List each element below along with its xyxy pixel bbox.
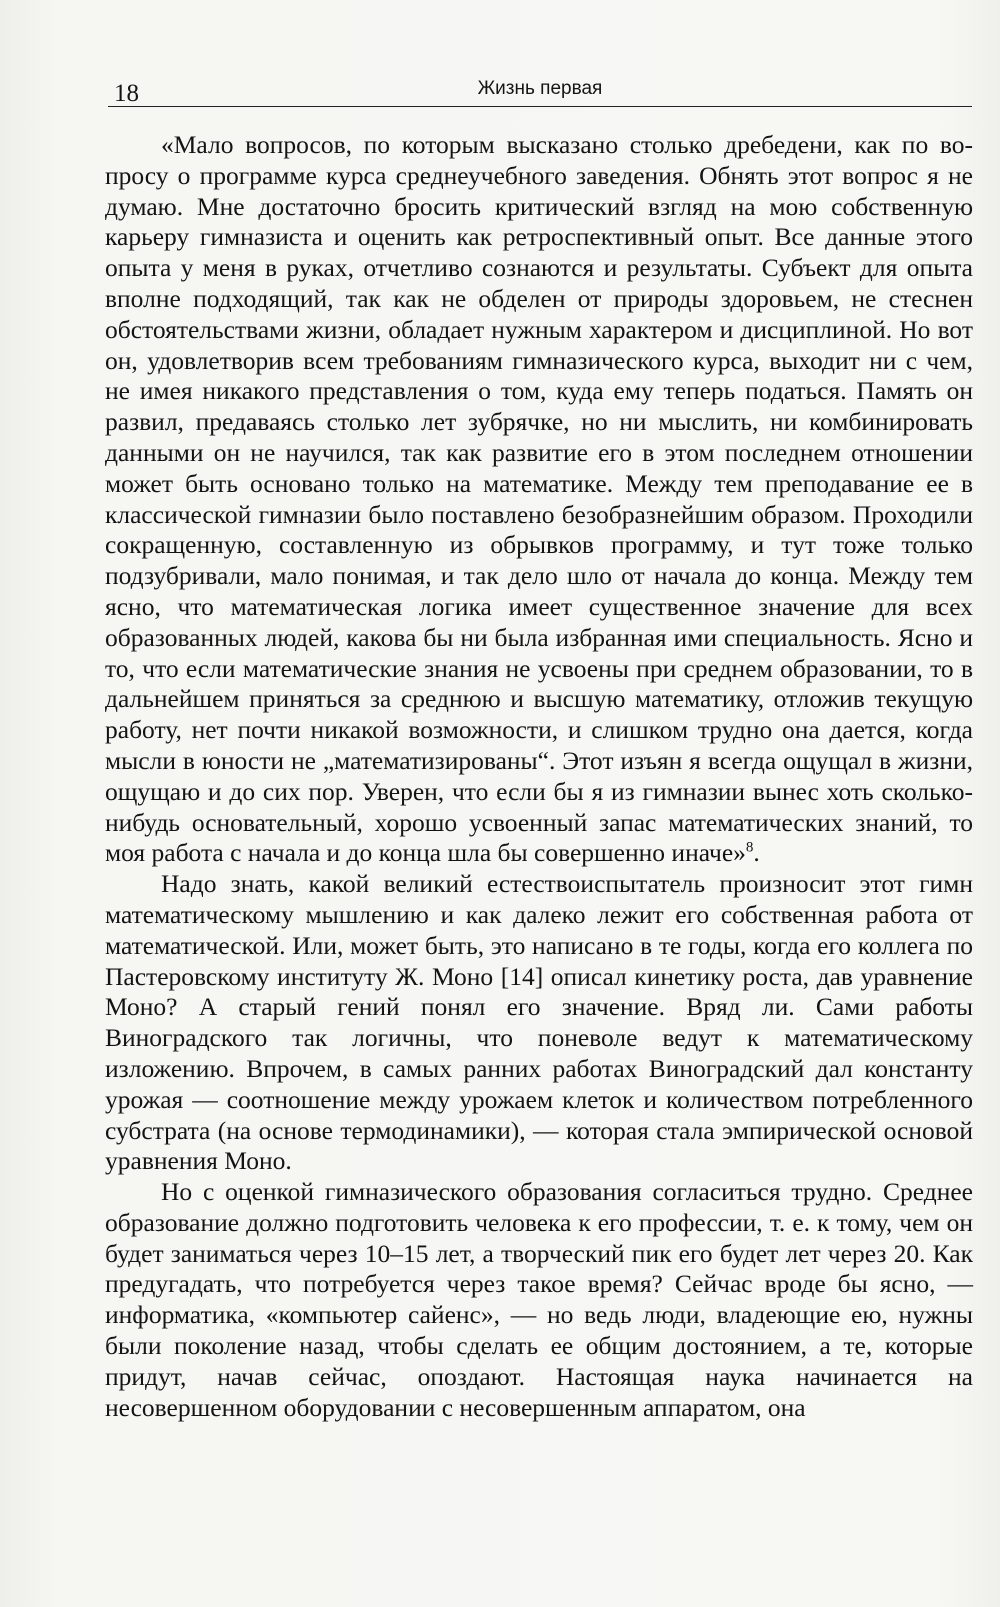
running-title: Жизнь первая bbox=[477, 78, 603, 99]
quote-paragraph bbox=[105, 130, 973, 869]
running-head bbox=[108, 72, 972, 107]
body-text bbox=[105, 130, 973, 1423]
paragraph-3: Но с оценкой гимназического образования согласиться трудно. Среднее образование должно подготовить человека к его профессии, т. е. к тому, чем он будет заниматься через 10–15 лет, а творческий пик его будет лет через 20. Как предугадать, что потребуется через такое время? Сейчас вроде бы ясно, — информатика, «компьютер сайенс», — но ведь люди, владеющие ею, нужны были поколение назад, чтобы сделать ее общим достоянием, а те, которые придут, начав сейчас, опоздают. Настоящая наука начинается на несовершенном оборудовании с несовершенным аппаратом, она bbox=[105, 1177, 973, 1422]
paragraph-2: Надо знать, какой великий естествоиспытатель произносит этот гимн математическому мышлению и как далеко лежит его собственная работа от математической. Или, может быть, это написано в те годы, когда его коллега по Пастеровскому институту Ж. Моно [14] описал кинетику роста, дав уравнение Моно? А старый гений понял его значение. Вряд ли. Сами работы Виноградского так логичны, что поневоле ведут к математическому изложению. Впрочем, в самых ранних работах Виноградский дал константу урожая — соотношение между урожаем клеток и количеством потребленного субстрата (на основе термодинамики), — которая стала эмпирической основой уравнения Моно. bbox=[105, 869, 973, 1176]
quote-text: «Мало вопросов, по которым высказано столько дребедени, как по вопросу о программе курса среднеучебного заведения. Обнять этот вопрос я не думаю. Мне достаточно бросить критический взгляд на мою собственную карьеру гимназиста и оценить как ретроспективный опыт. Все данные этого опыта у меня в руках, отчетливо сознаются и результаты. Субъект для опыта вполне подходящий, так как не обделен от природы здоровьем, не стеснен обстоятельствами жизни, обладает нужным характером и дисциплиной. Но вот он, удовлетворив всем требованиям гимназического курса, выходит ни с чем, не имея никакого представления о том, куда ему теперь податься. Память он развил, предаваясь столько лет зубрячке, но ни мыслить, ни комбинировать данными он не научился, так как развитие его в этом последнем отношении может быть основано только на математике. Между тем преподавание ее в классической гимназии было поставлено безобразнейшим образом. Проходили сокращенную, составленную из обрывков программу, и тут тоже только подзубривали, мало понимая, и так дело шло от начала до конца. Между тем ясно, что математическая логика имеет существенное значение для всех образованных людей, какова бы ни была избранная ими специальность. Ясно и то, что если математические знания не усвоены при среднем образовании, то в дальнейшем приняться за среднюю и высшую математику, отложив текущую работу, нет почти никакой возможности, и слишком трудно она дается, когда мысли в юности не „математизированы“. Этот изъян я всегда ощущал в жизни, ощущаю и до сих пор. Уверен, что если бы я из гимназии вынес хоть сколько-нибудь основательный, хорошо усвоенный запас математических знаний, то моя работа с начала и до конца шла бы совершенно иначе» bbox=[105, 130, 973, 868]
footnote-mark: 8 bbox=[745, 839, 754, 856]
quote-end: . bbox=[753, 838, 760, 868]
page-number: 18 bbox=[114, 80, 139, 107]
